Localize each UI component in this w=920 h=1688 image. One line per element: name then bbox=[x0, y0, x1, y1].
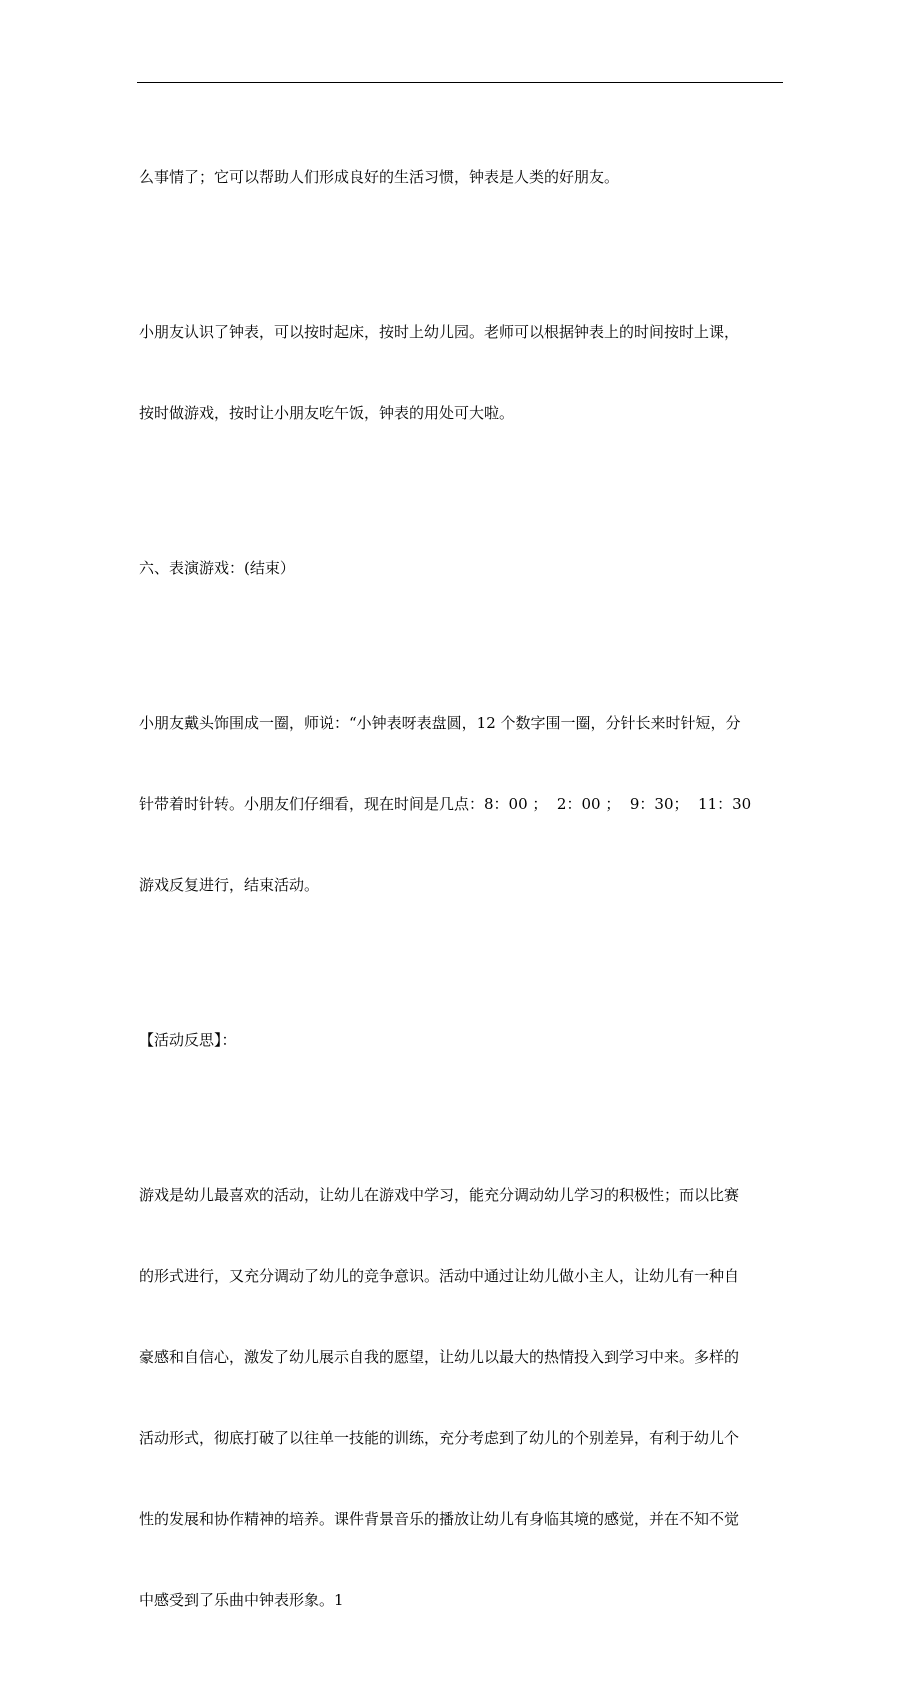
text-line: 小朋友认识了钟表，可以按时起床，按时上幼儿园。老师可以根据钟表上的时间按时上课， bbox=[139, 323, 740, 341]
text-line: 活动形式，彻底打破了以往单一技能的训练，充分考虑到了幼儿的个别差异，有利于幼儿个 bbox=[139, 1429, 740, 1447]
reflection-heading bbox=[139, 973, 789, 1108]
header-rule bbox=[137, 82, 783, 83]
text-line: 按时做游戏，按时让小朋友吃午饭，钟表的用处可大啦。 bbox=[139, 404, 515, 422]
text-line: 游戏反复进行，结束活动。 bbox=[139, 876, 320, 894]
text-line: 游戏是幼儿最喜欢的活动，让幼儿在游戏中学习，能充分调动幼儿学习的积极性；而以比赛 bbox=[139, 1186, 740, 1204]
paragraph-usefulness bbox=[139, 265, 789, 481]
paragraph-reflection bbox=[139, 1128, 789, 1668]
paragraph-continuation bbox=[139, 110, 789, 245]
section-six-heading bbox=[139, 501, 789, 636]
text-line: 针带着时针转。小朋友们仔细看，现在时间是几点：8：00 ； 2：00 ； 9：30； 11：30 bbox=[139, 795, 752, 813]
text-line: 性的发展和协作精神的培养。课件背景音乐的播放让幼儿有身临其境的感觉，并在不知不觉 bbox=[139, 1510, 740, 1528]
text-line: 豪感和自信心，激发了幼儿展示自我的愿望，让幼儿以最大的热情投入到学习中来。多样的 bbox=[139, 1348, 740, 1366]
text-line: 小朋友戴头饰围成一圈，师说：“小钟表呀表盘圆，12 个数字围一圈，分针长来时针短，分 bbox=[139, 714, 741, 732]
heading-text: 【活动反思】： bbox=[139, 1031, 237, 1049]
heading-text: 六、表演游戏：(结束） bbox=[139, 559, 295, 577]
document-body bbox=[139, 110, 789, 1688]
text-line: 么事情了；它可以帮助人们形成良好的生活习惯，钟表是人类的好朋友。 bbox=[139, 168, 620, 186]
text-line: 中感受到了乐曲中钟表形象。1 bbox=[139, 1591, 344, 1609]
paragraph-game bbox=[139, 656, 789, 953]
text-line: 的形式进行，又充分调动了幼儿的竞争意识。活动中通过让幼儿做小主人，让幼儿有一种自 bbox=[139, 1267, 740, 1285]
